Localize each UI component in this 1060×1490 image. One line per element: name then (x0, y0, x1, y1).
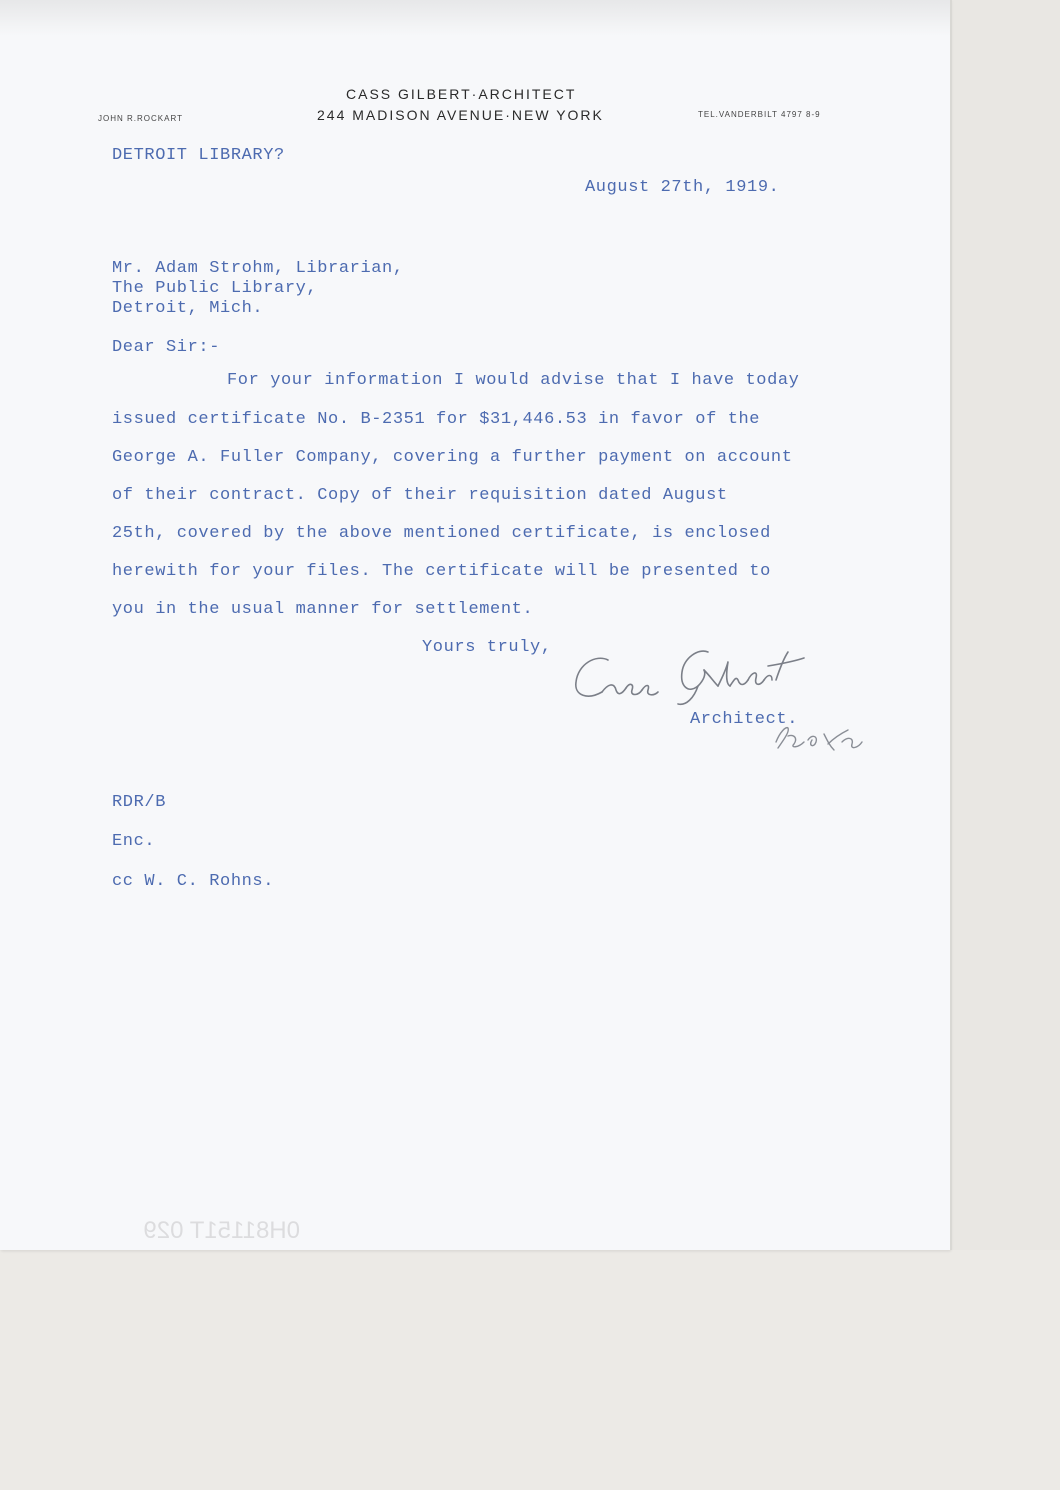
body-line: issued certificate No. B-2351 for $31,446.53 in favor of the (112, 410, 761, 429)
carbon-copy-note: cc W. C. Rohns. (112, 872, 275, 891)
letterhead-left-name: JOHN R.ROCKART (98, 114, 183, 123)
recipient-line: The Public Library, (112, 279, 318, 298)
body-line: For your information I would advise that I have today (227, 371, 800, 390)
recipient-line: Mr. Adam Strohm, Librarian, (112, 259, 404, 278)
letter-heading: DETROIT LIBRARY? (112, 146, 285, 165)
signer-title: Architect. (690, 710, 799, 729)
signature-text: Cass Gilbert (568, 710, 574, 711)
body-line: 25th, covered by the above mentioned certificate, is enclosed (112, 524, 771, 543)
enclosure-note: Enc. (112, 832, 156, 851)
archive-mark-text: 0H81151T 029 (143, 1217, 300, 1244)
archive-pencil-mark (20, 1210, 300, 1250)
body-line: you in the usual manner for settlement. (112, 600, 534, 619)
letterhead-firm: CASS GILBERT·ARCHITECT (346, 86, 577, 102)
initials-mark (768, 716, 868, 756)
signature-cass-gilbert (568, 640, 818, 712)
closing: Yours truly, (422, 638, 552, 657)
letterhead-phone: TEL.VANDERBILT 4797 8-9 (698, 110, 821, 119)
reference-initials: RDR/B (112, 793, 167, 812)
body-line: George A. Fuller Company, covering a further payment on account (112, 448, 793, 467)
paper-edge (950, 0, 952, 1250)
backdrop (0, 1250, 1060, 1490)
letter-date: August 27th, 1919. (585, 178, 780, 197)
greeting: Dear Sir:- (112, 338, 221, 357)
recipient-line: Detroit, Mich. (112, 299, 264, 318)
letterhead-address: 244 MADISON AVENUE·NEW YORK (317, 107, 604, 123)
body-line: of their contract. Copy of their requisition dated August (112, 486, 728, 505)
body-line: herewith for your files. The certificate will be presented to (112, 562, 771, 581)
